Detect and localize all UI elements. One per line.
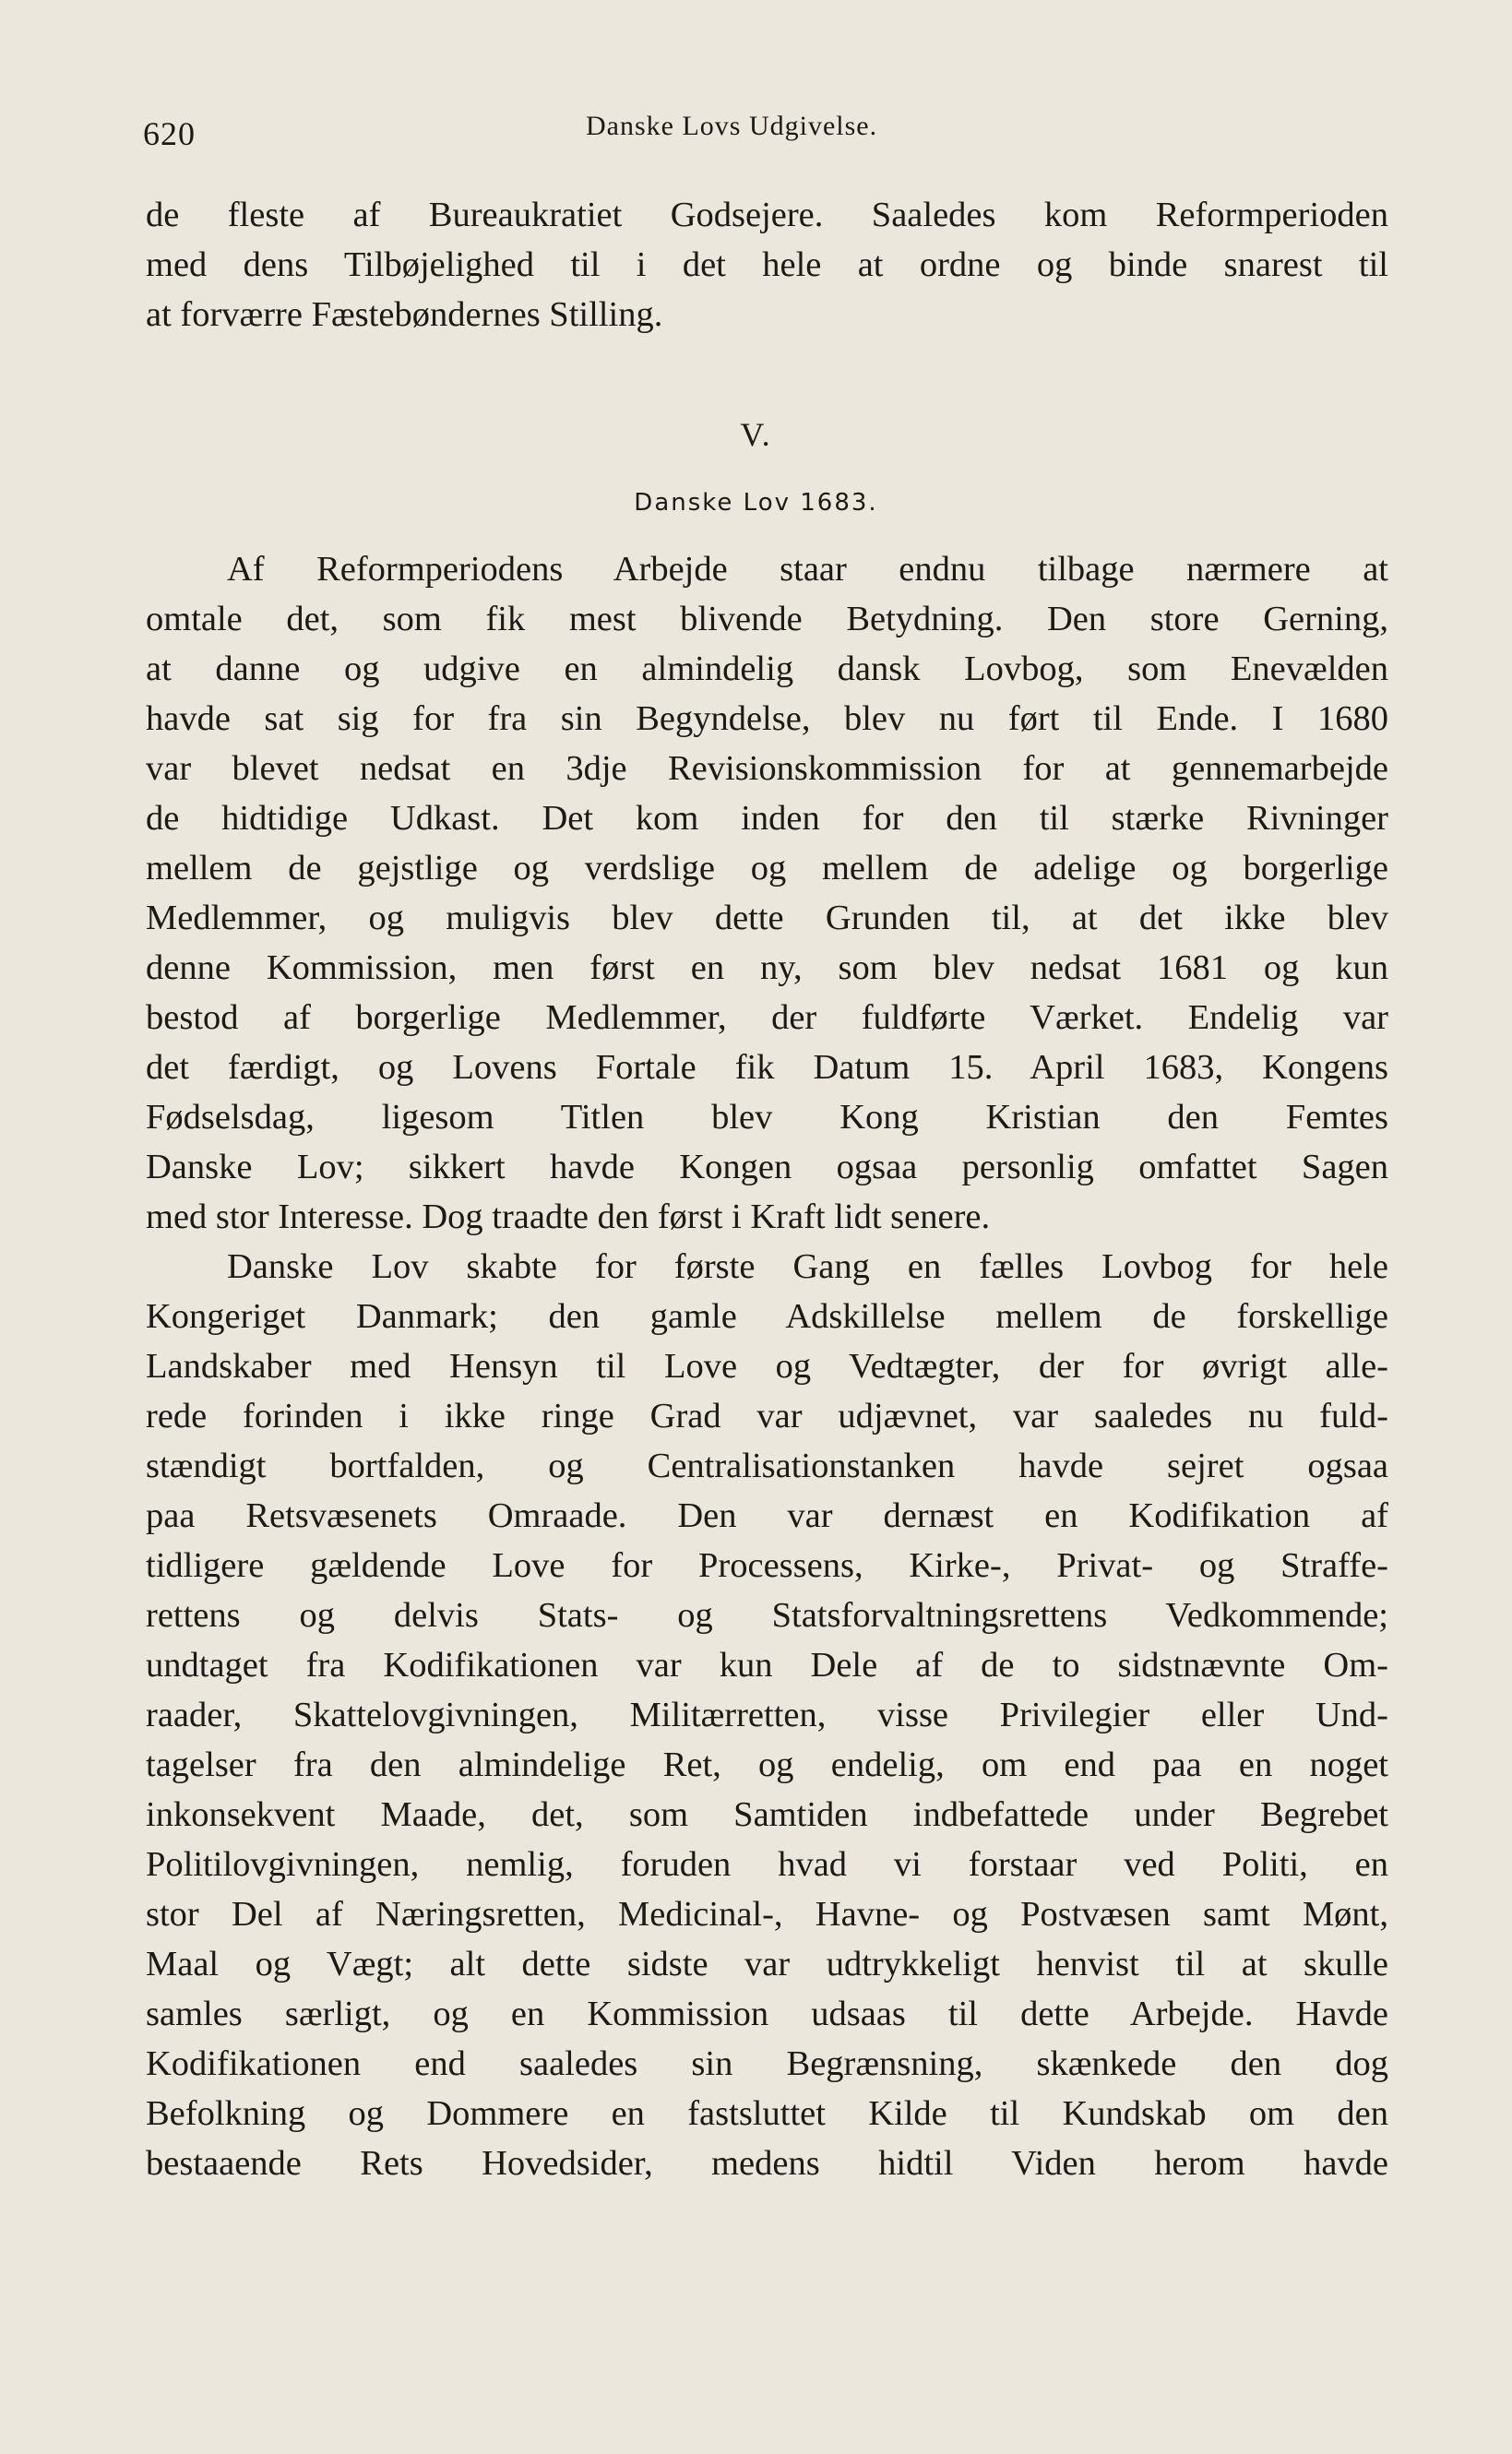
text-line: samles særligt, og en Kommission udsaas til dette Arbejde. Havde [146, 1995, 1388, 2033]
text-line: de fleste af Bureaukratiet Godsejere. Saaledes kom Reformperioden [146, 196, 1388, 234]
text-line: var blevet nedsat en 3dje Revisionskommission for at gennemarbejde [146, 749, 1388, 788]
text-line: Danske Lov; sikkert havde Kongen ogsaa personlig omfattet Sagen [146, 1148, 1388, 1186]
text-line: rettens og delvis Stats- og Statsforvaltningsrettens Vedkommende; [146, 1596, 1388, 1635]
running-head [143, 109, 1388, 155]
intro-paragraph [146, 190, 1388, 340]
text-line: tidligere gældende Love for Processens, Kirke-, Privat- og Straffe- [146, 1546, 1388, 1585]
section-title: Danske Lov 1683. [634, 489, 878, 517]
text-line: Politilovgivningen, nemlig, foruden hvad vi forstaar ved Politi, en [146, 1845, 1388, 1884]
running-title: Danske Lovs Udgivelse. [586, 111, 878, 141]
text-line: at danne og udgive en almindelig dansk Lovbog, som Enevælden [146, 649, 1388, 688]
text-line: bestaaende Rets Hovedsider, medens hidtil Viden herom havde [146, 2144, 1388, 2183]
text-line: de hidtidige Udkast. Det kom inden for den til stærke Rivninger [146, 799, 1388, 838]
text-line: undtaget fra Kodifikationen var kun Dele af de to sidstnævnte Om- [146, 1646, 1388, 1685]
text-line: raader, Skattelovgivningen, Militærretten, visse Privilegier eller Und- [146, 1696, 1388, 1734]
page-number: 620 [143, 115, 196, 152]
text-line: at forværre Fæstebøndernes Stilling. [146, 295, 663, 334]
section-number: V. [740, 416, 772, 453]
text-line: rede forinden i ikke ringe Grad var udjævnet, var saaledes nu fuld- [146, 1397, 1388, 1435]
text-line: Fødselsdag, ligesom Titlen blev Kong Kristian den Femtes [146, 1098, 1388, 1137]
text-line: paa Retsvæsenets Omraade. Den var dernæst en Kodifikation af [146, 1496, 1388, 1535]
text-line: det færdigt, og Lovens Fortale fik Datum 15. April 1683, Kongens [146, 1048, 1388, 1087]
text-line: med stor Interesse. Dog traadte den først i Kraft lidt senere. [146, 1197, 991, 1236]
text-line: Medlemmer, og muligvis blev dette Grunden til, at det ikke blev [146, 899, 1388, 937]
text-line: tagelser fra den almindelige Ret, og endelig, om end paa en noget [146, 1745, 1388, 1784]
text-line: Landskaber med Hensyn til Love og Vedtægter, der for øvrigt alle- [146, 1347, 1388, 1386]
text-line: denne Kommission, men først en ny, som blev nedsat 1681 og kun [146, 948, 1388, 987]
text-line: Kongeriget Danmark; den gamle Adskillelse mellem de forskellige [146, 1297, 1388, 1336]
text-line: stor Del af Næringsretten, Medicinal-, Havne- og Postvæsen samt Mønt, [146, 1895, 1388, 1934]
text-line: stændigt bortfalden, og Centralisationstanken havde sejret ogsaa [146, 1447, 1388, 1485]
text-line: inkonsekvent Maade, det, som Samtiden indbefattede under Begrebet [146, 1795, 1388, 1834]
main-text [146, 544, 1388, 2188]
text-line: med dens Tilbøjelighed til i det hele at ordne og binde snarest til [146, 245, 1388, 284]
text-line: Maal og Vægt; alt dette sidste var udtrykkeligt henvist til at skulle [146, 1945, 1388, 1983]
text-line: bestod af borgerlige Medlemmer, der fuldførte Værket. Endelig var [146, 998, 1388, 1037]
text-line: Danske Lov skabte for første Gang en fælles Lovbog for hele [227, 1247, 1388, 1286]
text-line: Af Reformperiodens Arbejde staar endnu tilbage nærmere at [227, 550, 1388, 589]
text-line: omtale det, som fik mest blivende Betydning. Den store Gerning, [146, 600, 1388, 638]
text-line: Kodifikationen end saaledes sin Begrænsning, skænkede den dog [146, 2044, 1388, 2083]
text-line: Befolkning og Dommere en fastsluttet Kilde til Kundskab om den [146, 2094, 1388, 2133]
text-line: mellem de gejstlige og verdslige og mellem de adelige og borgerlige [146, 849, 1388, 887]
text-line: havde sat sig for fra sin Begyndelse, blev nu ført til Ende. I 1680 [146, 699, 1388, 738]
